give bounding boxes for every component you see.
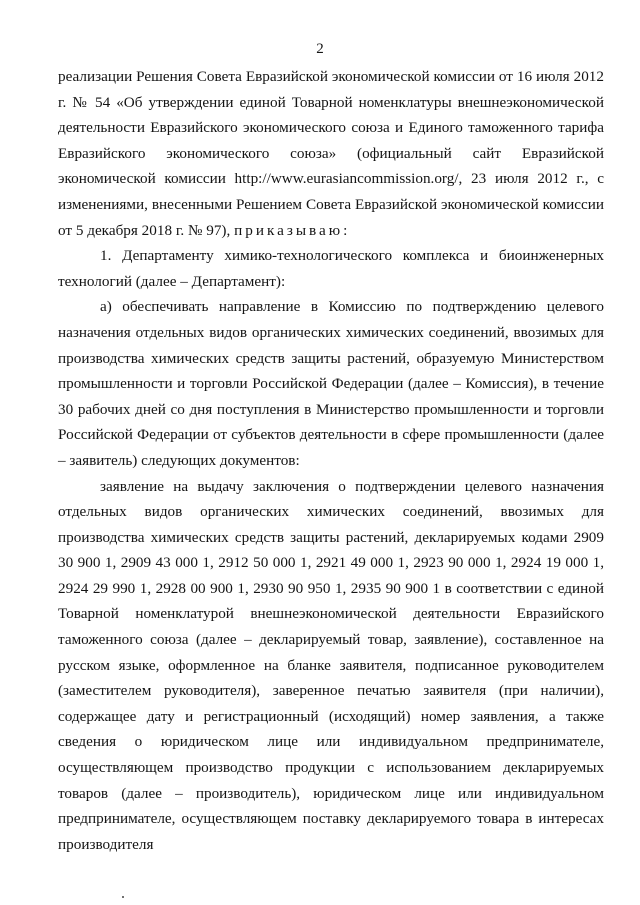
preamble-text: реализации Решения Совета Евразийской экономической комиссии от 16 июля 2012 г. № 54 «Об утверждении единой Товарной номенклатуры внешнеэкономической деятельности Евразийского экономического союза и Единого таможенного тарифа Евразийского экономического союза» (официальный сайт Евразийской экономической комиссии http://www.eurasiancommission.org/, 23 июля 2012 г., с изменениями, внесенными Решением Совета Евразийской экономической комиссии от 5 декабря 2018 г. № 97),: [58, 68, 604, 239]
order-word: приказываю: [234, 221, 344, 239]
paragraph-preamble: [58, 64, 604, 243]
paragraph-item-1a: а) обеспечивать направление в Комиссию по подтверждению целевого назначения отдельных видов органических химических соединений, ввозимых для производства химических средств защиты растений, образуемую Министерством промышленности и торговли Российской Федерации (далее – Комиссия), в течение 30 рабочих дней со дня поступления в Министерство промышленности и торговли Российской Федерации от субъектов деятельности в сфере промышленности (далее – заявитель) следующих документов:: [58, 298, 604, 469]
paragraph-application: заявление на выдачу заключения о подтверждении целевого назначения отдельных видов органических химических соединений, ввозимых для производства химических средств защиты растений, декларируемых кодами 2909 30 900 1, 2909 43 000 1, 2912 50 000 1, 2921 49 000 1, 2923 90 000 1, 2924 19 000 1, 2924 29 990 1, 2928 00 900 1, 2930 90 950 1, 2935 90 900 1 в соответствии с единой Товарной номенклатурой внешнеэкономической деятельности Евразийского таможенного союза (далее – декларируемый товар, заявление), составленное на русском языке, оформленное на бланке заявителя, подписанное руководителем (заместителем руководителя), заверенное печатью заявителя (при наличии), содержащее дату и регистрационный (исходящий) номер заявления, а также сведения о юридическом лице или индивидуальном предпринимателе, осуществляющем производство продукции с использованием декларируемых товаров (далее – производитель), юридическом лице или индивидуальном предпринимателе, осуществляющем поставку декларируемого товара в интересах производителя: [58, 477, 604, 853]
preamble-colon: :: [343, 221, 348, 239]
page-number: 2: [316, 41, 324, 57]
scan-speck: [122, 896, 124, 898]
paragraph-item-1: 1. Департаменту химико-технологического комплекса и биоинженерных технологий (далее – Департамент):: [58, 247, 604, 290]
document-body: [58, 64, 604, 857]
